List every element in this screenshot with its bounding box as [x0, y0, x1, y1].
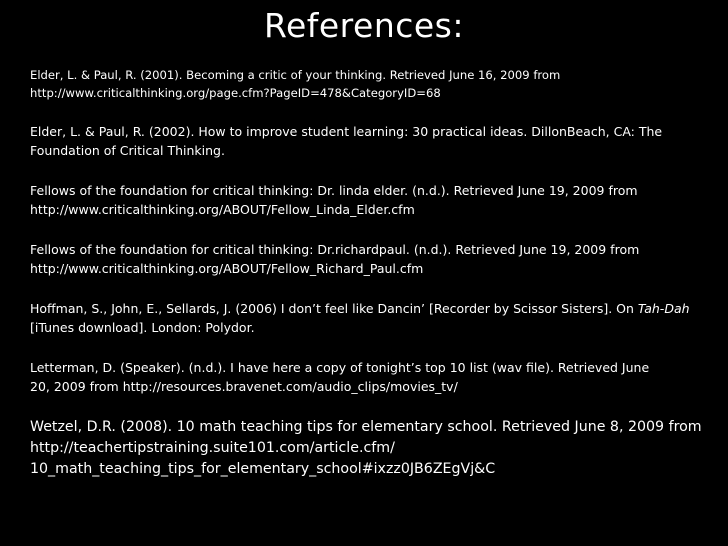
reference-item	[30, 240, 720, 278]
reference-line: Elder, L. & Paul, R. (2002). How to improve student learning: 30 practical ideas. DillonBeach, CA: The	[30, 124, 663, 139]
reference-line: Fellows of the foundation for critical thinking: Dr.richardpaul. (n.d.). Retrieved June 19, 2009 from	[30, 242, 640, 257]
reference-line: http://www.criticalthinking.org/page.cfm?PageID=478&CategoryID=68	[30, 86, 441, 100]
reference-line-with-italic	[30, 299, 720, 318]
album-title: Tah-Dah	[637, 301, 690, 316]
reference-item	[30, 122, 720, 160]
reference-line: [iTunes download]. London: Polydor.	[30, 320, 255, 335]
reference-item	[30, 417, 720, 480]
reference-line: Letterman, D. (Speaker). (n.d.). I have here a copy of tonight’s top 10 list (wav file). Retrieved June	[30, 360, 650, 375]
reference-line: Wetzel, D.R. (2008). 10 math teaching tips for elementary school. Retrieved June 8, 2009 from	[30, 419, 702, 435]
reference-line: 20, 2009 from http://resources.bravenet.com/audio_clips/movies_tv/	[30, 379, 458, 394]
reference-item	[30, 181, 720, 219]
reference-line: Foundation of Critical Thinking.	[30, 143, 225, 158]
reference-item	[30, 299, 720, 337]
reference-line: 10_math_teaching_tips_for_elementary_school#ixzz0JB6ZEgVj&C	[30, 461, 496, 477]
reference-item	[30, 66, 720, 102]
reference-text: Hoffman, S., John, E., Sellards, J. (2006) I don’t feel like Dancin’ [Recorder by Scissor Sisters]. On	[30, 301, 638, 316]
reference-line: http://www.criticalthinking.org/ABOUT/Fellow_Richard_Paul.cfm	[30, 261, 424, 276]
reference-line: http://teachertipstraining.suite101.com/article.cfm/	[30, 440, 395, 456]
reference-list	[30, 66, 720, 501]
reference-item	[30, 358, 720, 396]
reference-line: Elder, L. & Paul, R. (2001). Becoming a critic of your thinking. Retrieved June 16, 2009 from	[30, 68, 561, 82]
slide-title: References:	[264, 6, 464, 45]
reference-line: http://www.criticalthinking.org/ABOUT/Fellow_Linda_Elder.cfm	[30, 202, 415, 217]
reference-line: Fellows of the foundation for critical thinking: Dr. linda elder. (n.d.). Retrieved June 19, 2009 from	[30, 183, 638, 198]
